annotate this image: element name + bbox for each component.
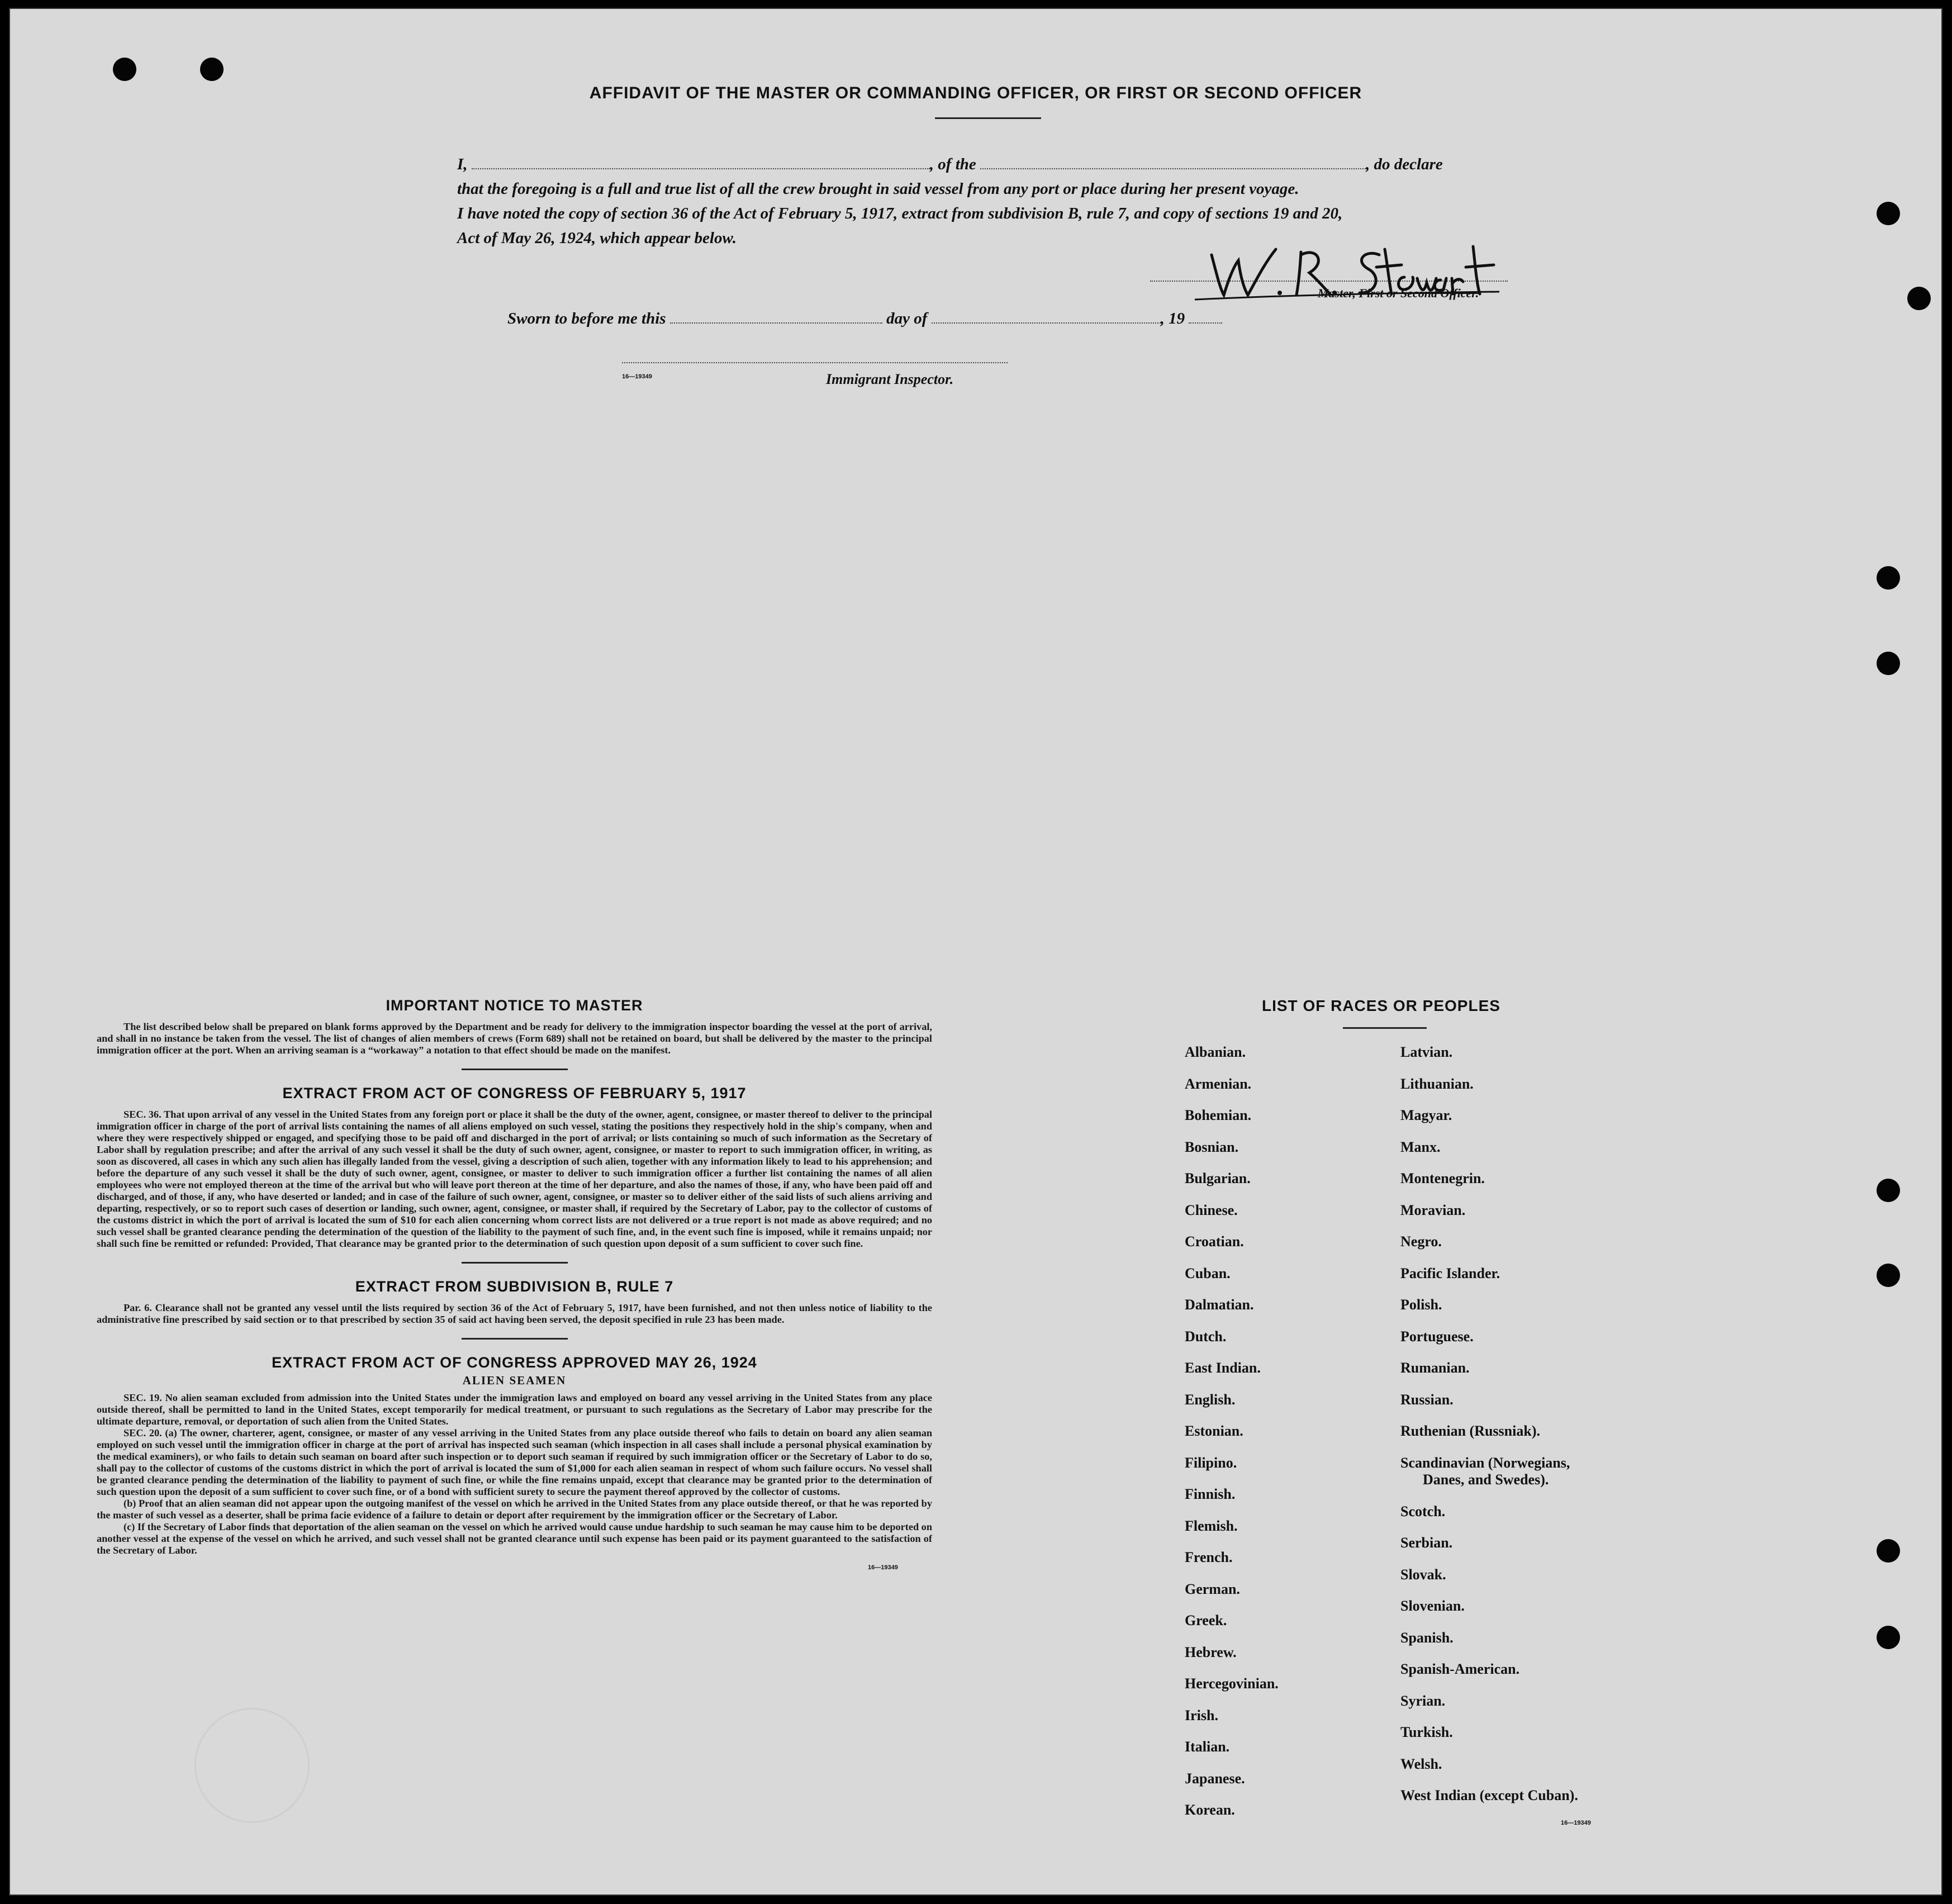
notice-title: IMPORTANT NOTICE TO MASTER <box>386 997 643 1014</box>
race-item: Slovak. <box>1400 1566 1446 1583</box>
race-item: Portuguese. <box>1400 1328 1474 1345</box>
race-item: Cuban. <box>1185 1265 1231 1281</box>
sworn-year-field[interactable] <box>1189 314 1222 324</box>
sec-20a-text: SEC. 20. (a) The owner, charterer, agent, consignee, or master of any vessel arriving in the United States from any place outside thereof who fails to detain on board any alien seaman employed on such vessel until the immigration officer in charge at the port of arrival has inspected such seaman (which inspection in all cases shall include a personal physical examination by the medical examiners), or who fails to detain such seaman on board after such inspection or to deport such seaman if required by such immigration officer or the Secretary of Labor to do so, shall pay to the collector of customs of the customs district in which the port of arrival is located the sum of $1,000 for each alien seaman in respect of whom such failure occurs. No vessel shall be granted clearance pending the determination of the liability to payment of such fine, or while the fine remains unpaid, except that clearance may be granted prior to the determination of such question upon the deposit of a sum sufficient to cover such fine, or of a bond with sufficient surety to secure the payment thereof approved by the collector of customs. <box>97 1427 932 1497</box>
day-of-label: day of <box>886 310 928 327</box>
race-item: French. <box>1185 1549 1233 1565</box>
sworn-prefix: Sworn to before me this <box>507 310 666 327</box>
race-item: Dutch. <box>1185 1328 1227 1345</box>
race-item: Dalmatian. <box>1185 1297 1254 1313</box>
punch-hole <box>1877 1264 1900 1287</box>
do-declare-label: , do declare <box>1366 155 1443 173</box>
race-item: Russian. <box>1400 1391 1454 1408</box>
race-item-continuation: Danes, and Swedes). <box>1423 1471 1549 1488</box>
alien-seamen-subtitle: ALIEN SEAMEN <box>462 1374 567 1387</box>
extract-1917-title: EXTRACT FROM ACT OF CONGRESS OF FEBRUARY 5, 1917 <box>282 1085 747 1101</box>
inspector-label: Immigrant Inspector. <box>826 371 954 387</box>
race-item: West Indian (except Cuban). <box>1400 1787 1578 1803</box>
sec-20c-text: (c) If the Secretary of Labor finds that deportation of the alien seaman on the vessel on which he arrived would cause undue hardship to such seaman he may cause him to be deported on another vessel at the expense of the vessel on which he arrived, and such vessel shall not be granted clearance until such expense has been paid or its payment guaranteed to the satisfaction of the Secretary of Labor. <box>97 1521 932 1556</box>
race-item: Moravian. <box>1400 1202 1466 1218</box>
vessel-field[interactable] <box>980 159 1366 169</box>
declaration-line-3: I have noted the copy of section 36 of the Act of February 5, 1917, extract from subdivision B, rule 7, and copy of sections 19 and 20, <box>457 205 1343 222</box>
subdivision-b-text: Par. 6. Clearance shall not be granted any vessel until the lists required by section 36 of the Act of February 5, 1917, have been furnished, and not then unless notice of liability to the administrative fine prescribed by said section or to that prescribed by section 35 of said act having been served, the deposit specified in rule 23 has been made. <box>97 1302 932 1325</box>
i-label: I, <box>457 155 468 173</box>
extract-1917-text: SEC. 36. That upon arrival of any vessel in the United States from any foreign port or place it shall be the duty of the owner, agent, consignee, or master thereof to deliver to the principal immigration officer in charge of the port of arrival lists containing the names of all aliens employed on such vessel, stating the positions they respectively hold in the ship's company, when and where they were respectively shipped or engaged, and specifying those to be paid off and discharged in the port of arrival; or lists containing so much of such information as the Secretary of Labor shall by regulation prescribe; and after the arrival of any such vessel it shall be the duty of such owner, agent, consignee, or master to report to such immigration officer, in writing, as soon as discovered, all cases in which any such alien has illegally landed from the vessel, giving a description of such alien, together with any information likely to lead to his apprehension; and before the departure of any such vessel it shall be the duty of such owner, agent, consignee, or master to deliver to such immigration officer a further list containing the names of all alien employees who were not employed thereon at the time of the arrival but who will leave port thereon at the time of her departure, and also the names of those, if any, who have been paid off and discharged, and of those, if any, who have deserted or landed; and in case of the failure of such owner, agent, consignee, or master so to deliver either of the said lists of such aliens arriving and departing, respectively, or so to report such cases of desertion or landing, such owner, agent, consignee, or master shall, if required by the Secretary of Labor, pay to the collector of customs of the customs district in which the port of arrival is located the sum of $10 for each alien concerning whom correct lists are not delivered or a true report is not made as above required; and no such vessel shall be granted clearance pending the determination of the question of the liability to the payment of such fine, and, in the event such fine is imposed, while it remains unpaid; nor shall such fine be remitted or refunded: Provided, That clearance may be granted prior to the determination of such question upon deposit of a sum sufficient to cover such fine. <box>97 1109 932 1249</box>
declaration-line-1 <box>457 152 1524 177</box>
race-item: Bosnian. <box>1185 1138 1239 1155</box>
sworn-day-field[interactable] <box>670 314 882 324</box>
punch-hole <box>1877 1626 1900 1649</box>
sec-19-text: SEC. 19. No alien seaman excluded from admission into the United States under the immigration laws and employed on board any vessel arriving in the United States from any place outside thereof, shall be permitted to land in the United States, except temporarily for medical treatment, or pursuant to such regulations as the Secretary of Labor may prescribe for the ultimate departure, removal, or deportation of such alien from the United States. <box>97 1392 932 1427</box>
year-prefix: , 19 <box>1160 310 1185 327</box>
caption-struck-officer: First or Second Officer. <box>1359 286 1479 300</box>
race-item: Flemish. <box>1185 1517 1238 1534</box>
races-title-rule <box>1343 1027 1427 1029</box>
race-item: Hebrew. <box>1185 1644 1237 1660</box>
declaration-line-2: that the foregoing is a full and true list of all the crew brought in said vessel from any port or place during her present voyage. <box>457 180 1299 198</box>
race-item: Armenian. <box>1185 1075 1252 1092</box>
race-item: Finnish. <box>1185 1486 1236 1502</box>
notice-text: The list described below shall be prepared on blank forms approved by the Department and be ready for delivery to the immigration inspector boarding the vessel at the port of arrival, and shall in no instance be taken from the vessel. The list of changes of alien members of crews (Form 689) shall not be retained on board, but shall be delivered by the master to the principal immigration officer at the port. When an arriving seaman is a “workaway” a notation to that effect should be made on the manifest. <box>97 1021 932 1056</box>
race-item: Serbian. <box>1400 1535 1453 1551</box>
punch-hole <box>1877 566 1900 590</box>
declaration-line-4: Act of May 26, 1924, which appear below. <box>457 229 737 247</box>
punch-hole <box>1877 1179 1900 1202</box>
inspector-signature-line <box>622 362 1008 363</box>
race-item: Irish. <box>1185 1707 1218 1723</box>
race-item: Greek. <box>1185 1612 1227 1628</box>
notices-column <box>97 997 932 1571</box>
signature-caption <box>1318 286 1479 301</box>
race-item: Scandinavian (Norwegians, <box>1400 1454 1570 1471</box>
race-item: Scotch. <box>1400 1503 1446 1520</box>
punch-hole <box>1877 1539 1900 1563</box>
race-item: Korean. <box>1185 1802 1235 1818</box>
title-rule <box>935 117 1041 119</box>
of-the-label: , of the <box>929 155 976 173</box>
race-item: Albanian. <box>1185 1044 1246 1060</box>
race-item: Filipino. <box>1185 1454 1237 1471</box>
race-item: English. <box>1185 1391 1236 1408</box>
punch-hole <box>1907 287 1931 310</box>
race-item: Estonian. <box>1185 1423 1243 1439</box>
punch-hole <box>1877 202 1900 225</box>
faded-seal-stamp <box>194 1708 310 1823</box>
section-rule <box>462 1069 568 1070</box>
punch-hole <box>200 58 224 81</box>
race-item: Bohemian. <box>1185 1107 1252 1123</box>
race-item: Magyar. <box>1400 1107 1452 1123</box>
race-item: Hercegovinian. <box>1185 1675 1279 1692</box>
races-right-column <box>1400 1044 1578 1819</box>
affidavit-title: AFFIDAVIT OF THE MASTER OR COMMANDING OFFICER, OR FIRST OR SECOND OFFICER <box>589 84 1362 102</box>
race-item: Montenegrin. <box>1400 1170 1485 1186</box>
form-number: 16—19349 <box>868 1564 898 1571</box>
race-item: Welsh. <box>1400 1755 1442 1772</box>
race-item: Spanish-American. <box>1400 1661 1520 1677</box>
races-left-column <box>1185 1044 1279 1834</box>
race-item: Pacific Islander. <box>1400 1265 1500 1281</box>
punch-hole <box>113 58 136 81</box>
race-item: Syrian. <box>1400 1692 1446 1709</box>
race-item: Slovenian. <box>1400 1598 1465 1614</box>
punch-hole <box>1877 652 1900 675</box>
races-title: LIST OF RACES OR PEOPLES <box>1262 997 1500 1014</box>
race-item: Chinese. <box>1185 1202 1238 1218</box>
extract-1924-title: EXTRACT FROM ACT OF CONGRESS APPROVED MAY 26, 1924 <box>272 1354 757 1371</box>
race-item: Ruthenian (Russniak). <box>1400 1423 1540 1439</box>
form-number: 16—19349 <box>1561 1820 1591 1826</box>
document-page <box>9 8 1942 1896</box>
section-rule <box>462 1338 568 1340</box>
sworn-month-field[interactable] <box>932 314 1161 324</box>
race-item: Spanish. <box>1400 1629 1454 1646</box>
race-item: Manx. <box>1400 1138 1441 1155</box>
race-item: Turkish. <box>1400 1724 1453 1740</box>
caption-master: Master, <box>1318 286 1356 300</box>
race-item: Japanese. <box>1185 1770 1245 1787</box>
race-item: Lithuanian. <box>1400 1075 1474 1092</box>
race-item: Croatian. <box>1185 1233 1244 1250</box>
name-field[interactable] <box>472 159 930 169</box>
sworn-line <box>507 310 1222 328</box>
race-item: German. <box>1185 1580 1240 1597</box>
subdivision-b-title: EXTRACT FROM SUBDIVISION B, RULE 7 <box>355 1278 674 1295</box>
race-item: Latvian. <box>1400 1044 1453 1060</box>
race-item: Negro. <box>1400 1233 1442 1250</box>
race-item: Bulgarian. <box>1185 1170 1251 1186</box>
race-item: East Indian. <box>1185 1360 1261 1376</box>
section-rule <box>462 1262 568 1264</box>
race-item: Rumanian. <box>1400 1360 1470 1376</box>
race-item: Italian. <box>1185 1739 1230 1755</box>
sec-20b-text: (b) Proof that an alien seaman did not appear upon the outgoing manifest of the vessel on which he arrived in the United States from any place outside thereof, or that he was reported by the master of such vessel as a deserter, shall be prima facie evidence of a failure to detain or deport after requirement by the immigration officer or the Secretary of Labor. <box>97 1498 932 1521</box>
race-item: Polish. <box>1400 1297 1442 1313</box>
form-number: 16—19349 <box>622 373 652 380</box>
